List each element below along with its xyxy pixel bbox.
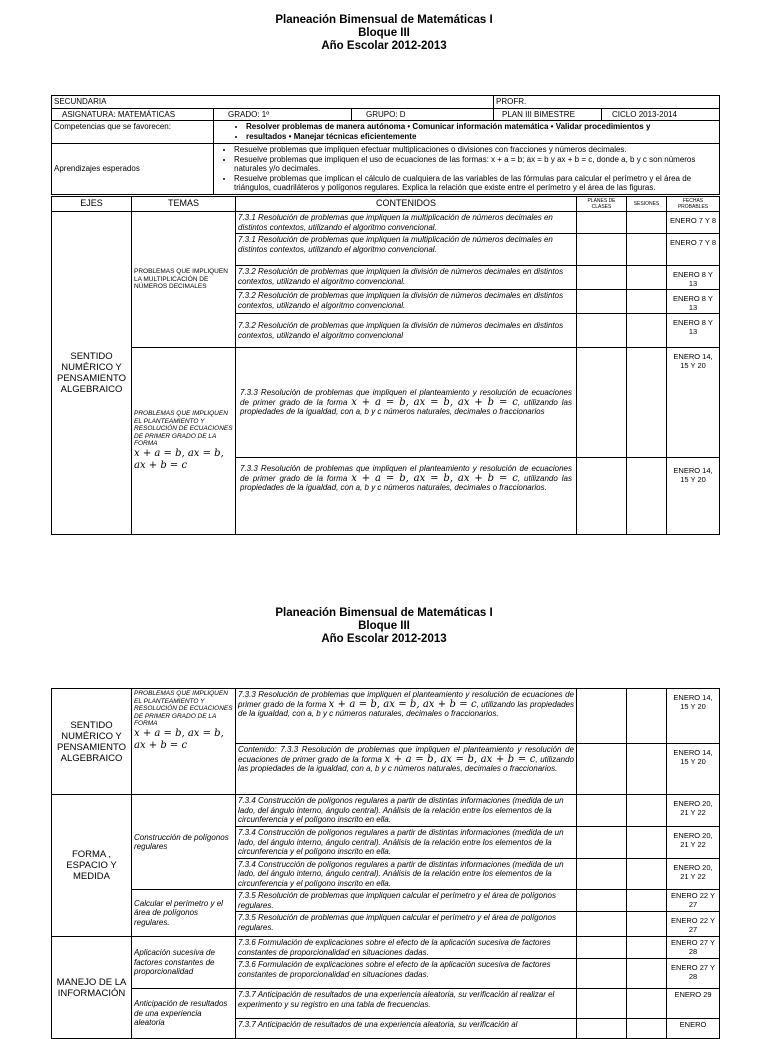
school-cell: SECUNDARIA (52, 96, 494, 109)
col-temas: TEMAS (132, 197, 236, 212)
content-cell: 7.3.1 Resolución de problemas que impliquen la multiplicación de números decimales en distintos contextos, utilizando el algoritmo convencional. (236, 234, 577, 266)
sesiones-cell (627, 937, 667, 959)
planes-cell (577, 937, 627, 959)
tema-cell: Calcular el perímetro y el área de polígonos regulares. (132, 890, 236, 937)
fecha-cell: ENERO 7 Y 8 (667, 234, 720, 266)
content-cell (236, 744, 577, 795)
fecha-cell: ENERO 20, 21 Y 22 (667, 795, 720, 827)
sesiones-cell (627, 212, 667, 234)
content-cell (236, 348, 577, 458)
aprendizaje-item: • Resuelve problemas que impliquen el uso de ecuaciones de las formas: x + a = b; ax = b y ax + b = c, donde a, b y c son números naturales y/o decimales. (234, 155, 717, 174)
sesiones-cell (627, 827, 667, 859)
tema-equation: x + a = b, ax = b, ax + b = c (134, 727, 224, 751)
tema-text: PROBLEMAS QUE IMPLIQUEN EL PLANTEAMIENTO Y RESOLUCIÓN DE ECUACIONES DE PRIMER GRADO DE LA FORMA (134, 410, 233, 448)
planes-cell (577, 234, 627, 266)
fecha-cell: ENERO 8 Y 13 (667, 266, 720, 290)
competencias-item: • resultados • Manejar técnicas eficientemente (246, 132, 717, 142)
sesiones-cell (627, 314, 667, 348)
sesiones-cell (627, 290, 667, 314)
sesiones-cell (627, 458, 667, 535)
content-cell: 7.3.4 Construcción de polígonos regulares a partir de distintas informaciones (medida de un lado, del ángulo interno, ángulo central). Análisis de la relación entre los elementos de la circunferencia y el polígono inscrito en ella. (236, 795, 577, 827)
page1-bloque: Bloque III (358, 27, 410, 39)
tema-equation: x + a = b, ax = b, ax + b = c (134, 447, 224, 471)
content-text: 7.3.3 Resolución de problemas que impliquen el planteamiento y resolución de ecuaciones de primer grado de la forma (240, 388, 572, 407)
content-cell: 7.3.5 Resolución de problemas que impliquen calcular el perímetro y el área de polígonos regulares. (236, 890, 577, 912)
page2-year: Año Escolar 2012-2013 (321, 633, 447, 645)
ciclo-cell: CICLO 2013-2014 (602, 108, 720, 121)
planes-cell (577, 266, 627, 290)
content-equation: x + a = b, ax = b, ax + b = c (351, 396, 518, 408)
content-cell: 7.3.1 Resolución de problemas que impliquen la multiplicación de números decimales en distintos contextos, utilizando el algoritmo convencional. (236, 212, 577, 234)
fecha-cell: ENERO 22 Y 27 (667, 912, 720, 937)
content-cell: 7.3.4 Construcción de polígonos regulares a partir de distintas informaciones (medida de un lado, del ángulo interno, ángulo central). Análisis de la relación entre los elementos de la circunferencia y el polígono inscrito en ella. (236, 827, 577, 859)
sesiones-cell (627, 959, 667, 989)
content-cell: 7.3.7 Anticipación de resultados de una experiencia aleatoria, su verificación al realizar el experimento y su registro en una tabla de frecuencias. (236, 989, 577, 1019)
asignatura-cell: ASIGNATURA: MATEMÁTICAS (52, 108, 214, 121)
planes-cell (577, 348, 627, 458)
eje-cell: SENTIDO NUMÉRICO Y PENSAMIENTO ALGEBRAICO (52, 212, 132, 535)
fecha-cell: ENERO 14, 15 Y 20 (667, 458, 720, 535)
grado-cell: GRADO: 1º (214, 108, 352, 121)
content-cell: 7.3.6 Formulación de explicaciones sobre el efecto de la aplicación sucesiva de factores constantes de proporcionalidad en situaciones dadas. (236, 959, 577, 989)
sesiones-cell (627, 912, 667, 937)
sesiones-cell (627, 1019, 667, 1039)
competencias-item: • Resolver problemas de manera autónoma • Comunicar información matemática • Validar procedimientos y (246, 122, 717, 132)
content-cell (236, 689, 577, 744)
content-text: , utilizando las propiedades de la igualdad, con a, b y c números naturales, decimales o fraccionarios. (240, 473, 572, 492)
content-text: , utilizando las propiedades de la igualdad, con a, b y c números naturales, decimales o fraccionarios. (238, 754, 574, 773)
competencias-cell (214, 121, 720, 144)
planes-cell (577, 959, 627, 989)
sesiones-cell (627, 234, 667, 266)
fecha-cell: ENERO 29 (667, 989, 720, 1019)
content-text: , utilizando las propiedades de la igualdad, con a, b y c números naturales, decimales o fraccionarios. (238, 699, 574, 718)
fecha-cell: ENERO 14, 15 Y 20 (667, 348, 720, 458)
sesiones-cell (627, 890, 667, 912)
planes-cell (577, 744, 627, 795)
eje-cell: SENTIDO NUMÉRICO Y PENSAMIENTO ALGEBRAICO (52, 689, 132, 795)
content-cell: 7.3.4 Construcción de polígonos regulares a partir de distintas informaciones (medida de un lado, del ángulo interno, ángulo central). Análisis de la relación entre los elementos de la circunferencia y el polígono inscrito en ella. (236, 858, 577, 890)
fecha-cell: ENERO 8 Y 13 (667, 290, 720, 314)
grupo-cell: GRUPO: D (352, 108, 494, 121)
tema-cell (132, 348, 236, 535)
planes-cell (577, 989, 627, 1019)
planes-cell (577, 795, 627, 827)
content-equation: x + a = b, ax = b, ax + b = c (384, 753, 536, 765)
page1-header (0, 14, 768, 53)
fecha-cell: ENERO 7 Y 8 (667, 212, 720, 234)
content-cell: 7.3.2 Resolución de problemas que impliquen la división de números decimales en distintos contextos, utilizando el algoritmo convencional. (236, 290, 577, 314)
fecha-cell: ENERO 20, 21 Y 22 (667, 858, 720, 890)
content-cell: 7.3.2 Resolución de problemas que impliquen la división de números decimales en distintos contextos, utilizando el algoritmo convencional. (236, 266, 577, 290)
page2-title: Planeación Bimensual de Matemáticas I (275, 607, 493, 619)
page2-bloque: Bloque III (358, 620, 410, 632)
content-cell: 7.3.7 Anticipación de resultados de una experiencia aleatoria, su verificación al (236, 1019, 577, 1039)
sesiones-cell (627, 744, 667, 795)
fecha-cell: ENERO 22 Y 27 (667, 890, 720, 912)
planes-cell (577, 314, 627, 348)
col-contenidos: CONTENIDOS (236, 197, 577, 212)
tema-cell: Anticipación de resultados de una experiencia aleatoria (132, 989, 236, 1039)
plan-cell: PLAN III BIMESTRE (494, 108, 602, 121)
sesiones-cell (627, 989, 667, 1019)
col-sesiones: SESIONES (627, 197, 667, 212)
planes-cell (577, 890, 627, 912)
page1-main-table (51, 196, 720, 535)
content-text: Contenido: 7.3.3 Resolución de problemas que impliquen el planteamiento y resolución de ecuaciones de primer grado de la forma (238, 745, 574, 764)
planes-cell (577, 858, 627, 890)
fecha-cell: ENERO 14, 15 Y 20 (667, 744, 720, 795)
sesiones-cell (627, 689, 667, 744)
content-cell: 7.3.6 Formulación de explicaciones sobre el efecto de la aplicación sucesiva de factores constantes de proporcionalidad en situaciones dadas. (236, 937, 577, 959)
sesiones-cell (627, 858, 667, 890)
planes-cell (577, 912, 627, 937)
tema-cell: Construcción de polígonos regulares (132, 795, 236, 890)
fecha-cell: ENERO 20, 21 Y 22 (667, 827, 720, 859)
planes-cell (577, 290, 627, 314)
tema-cell (132, 689, 236, 795)
aprendizajes-label: Aprendizajes esperados (52, 144, 214, 195)
fecha-cell: ENERO 8 Y 13 (667, 314, 720, 348)
tema-text: PROBLEMAS QUE IMPLIQUEN EL PLANTEAMIENTO Y RESOLUCIÓN DE ECUACIONES DE PRIMER GRADO DE LA FORMA (134, 690, 233, 727)
content-cell: 7.3.2 Resolución de problemas que impliquen la división de números decimales en distintos contextos, utilizando el algoritmo convencional (236, 314, 577, 348)
sesiones-cell (627, 266, 667, 290)
col-fechas: FECHAS PROBABLES (667, 197, 720, 212)
aprendizaje-item: • Resuelve problemas que implican el cálculo de cualquiera de las variables de las fórmulas para calcular el perímetro y el área de triángulos, cuadriláteros y polígonos regulares. Explica la relación que existe entre el perímetro y el área de las figuras. (234, 174, 717, 193)
content-cell: 7.3.5 Resolución de problemas que impliquen calcular el perímetro y el área de polígonos regulares. (236, 912, 577, 937)
planes-cell (577, 212, 627, 234)
page2-main-table (51, 688, 720, 1039)
fecha-cell: ENERO 27 Y 28 (667, 959, 720, 989)
fecha-cell: ENERO 27 Y 28 (667, 937, 720, 959)
col-planes: PLANES DE CLASES (577, 197, 627, 212)
page2-header (0, 607, 768, 646)
eje-cell: MANEJO DE LA INFORMACIÓN (52, 937, 132, 1039)
aprendizaje-item: • Resuelve problemas que impliquen efectuar multiplicaciones o divisiones con fracciones y números decimales. (234, 145, 717, 155)
content-text: 7.3.3 Resolución de problemas que impliquen el planteamiento y resolución de ecuaciones de primer grado de la forma (240, 464, 572, 483)
fecha-cell: ENERO (667, 1019, 720, 1039)
sesiones-cell (627, 795, 667, 827)
page1-info-table (51, 95, 720, 195)
planes-cell (577, 458, 627, 535)
content-text: 7.3.3 Resolución de problemas que impliquen el planteamiento y resolución de ecuaciones de primer grado de la forma (238, 690, 574, 709)
fecha-cell: ENERO 14, 15 Y 20 (667, 689, 720, 744)
planes-cell (577, 689, 627, 744)
profr-cell: PROFR. (494, 96, 720, 109)
content-text: , utilizando las propiedades de la igualdad, con a, b y c números naturales, decimales o fraccionarios (240, 397, 572, 417)
content-cell (236, 458, 577, 535)
planes-cell (577, 827, 627, 859)
tema-cell: PROBLEMAS QUE IMPLIQUEN LA MULTIPLICACIÓN DE NÚMEROS DECIMALES (132, 212, 236, 348)
content-equation: x + a = b, ax = b, ax + b = c (328, 698, 477, 710)
content-equation: x + a = b, ax = b, ax + b = c (351, 472, 518, 484)
tema-cell: Aplicación sucesiva de factores constantes de proporcionalidad (132, 937, 236, 989)
page1-title: Planeación Bimensual de Matemáticas I (275, 14, 493, 26)
sesiones-cell (627, 348, 667, 458)
planes-cell (577, 1019, 627, 1039)
eje-cell: FORMA , ESPACIO Y MEDIDA (52, 795, 132, 937)
col-ejes: EJES (52, 197, 132, 212)
competencias-label: Competencias que se favorecen: (52, 121, 214, 144)
aprendizajes-cell (214, 144, 720, 195)
page1-year: Año Escolar 2012-2013 (321, 40, 447, 52)
